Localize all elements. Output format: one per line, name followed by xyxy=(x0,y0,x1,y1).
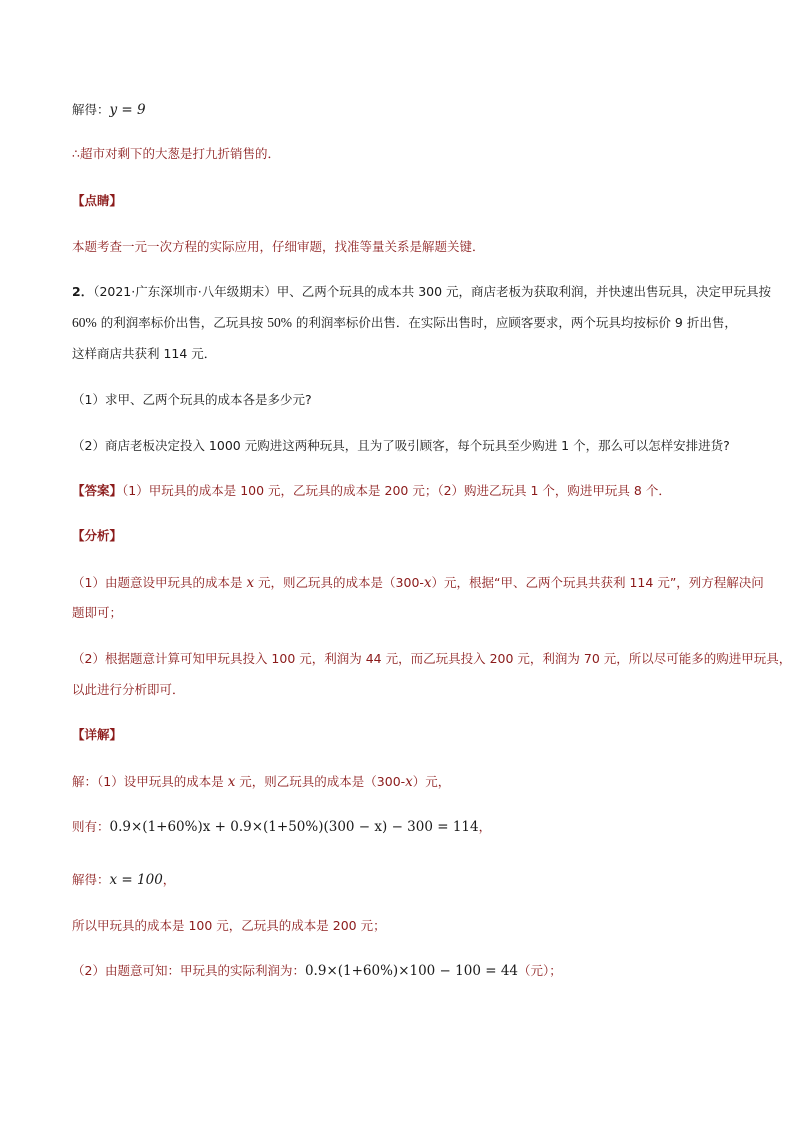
solution-line-y xyxy=(72,101,732,119)
var-x: x xyxy=(227,774,236,790)
equation-profit: 0.9×(1+60%)×100 − 100 = 44 xyxy=(304,963,519,979)
analysis-para-2-line-2: 以此进行分析即可． xyxy=(72,682,185,697)
question-number: 2． xyxy=(72,284,94,299)
equation-x: x = 100 xyxy=(109,872,163,888)
var-x: x xyxy=(405,774,413,790)
analysis-text-b: 元，则乙玩具的成本是（300- xyxy=(254,575,424,590)
question-source: （2021·广东深圳市·八年级期末） xyxy=(93,284,277,299)
section-comment-heading: 【点睛】 xyxy=(72,193,123,208)
detail-text-b: 元，则乙玩具的成本是（300- xyxy=(235,774,406,789)
percent-60: 60% xyxy=(72,315,97,330)
analysis-para-1-line-1 xyxy=(72,574,764,592)
section-detail-heading: 【详解】 xyxy=(72,727,123,742)
solve-label: 解得： xyxy=(72,102,110,117)
analysis-para-2-line-1: （2）根据题意计算可知甲玩具投入 100 元，利润为 44 元，而乙玩具投入 200 元，利润为 70 元，所以尽可能多的购进甲玩具， xyxy=(72,651,792,666)
equation-y: y = 9 xyxy=(109,102,146,118)
var-x: x xyxy=(423,575,432,591)
equation-label: 则有： xyxy=(72,819,110,834)
question-text-2d: 的利润率标价出售．在实际出售时，应顾客要求，两个玩具均按标价 9 折出售， xyxy=(291,315,737,330)
solve-label: 解得： xyxy=(72,872,110,887)
detail-line-4: 所以甲玩具的成本是 100 元，乙玩具的成本是 200 元； xyxy=(72,918,386,933)
analysis-text-c: ）元，根据“甲、乙两个玩具共获利 114 元”，列方程解决问 xyxy=(431,575,764,590)
analysis-text-a: （1）由题意设甲玩具的成本是 xyxy=(72,575,247,590)
detail-line-2 xyxy=(72,818,732,836)
section-analysis-heading: 【分析】 xyxy=(72,528,123,543)
answer-line xyxy=(72,482,732,500)
detail-line-1 xyxy=(72,773,732,791)
answer-text: （1）甲玩具的成本是 100 元，乙玩具的成本是 200 元；（2）购进乙玩具 1 个，购进甲玩具 8 个． xyxy=(122,483,671,498)
question-2-line-1 xyxy=(72,283,772,301)
var-x: x xyxy=(246,575,255,591)
detail-text-a: 解：（1）设甲玩具的成本是 xyxy=(72,774,228,789)
question-text-2b: 的利润率标价出售，乙玩具按 xyxy=(96,315,268,330)
question-text-1: 甲、乙两个玩具的成本共 300 元，商店老板为获取利润，并快速出售玩具，决定甲玩具按 xyxy=(276,284,772,299)
conclusion-line: ∴超市对剩下的大葱是打九折销售的． xyxy=(72,146,280,161)
equation-main: 0.9×(1+60%)x + 0.9×(1+50%)(300 − x) − 300 = 114 xyxy=(109,819,479,835)
equation-end: ， xyxy=(478,819,492,834)
percent-50: 50% xyxy=(267,315,292,330)
answer-tag: 【答案】 xyxy=(72,483,123,498)
equation-end: ， xyxy=(162,872,176,887)
comment-text: 本题考查一元一次方程的实际应用，仔细审题，找准等量关系是解题关键． xyxy=(72,239,485,254)
detail-line-5 xyxy=(72,962,732,980)
equation-end: （元）； xyxy=(518,963,562,978)
sub-question-2: （2）商店老板决定投入 1000 元购进这两种玩具，且为了吸引顾客，每个玩具至少购进 1 个，那么可以怎样安排进货? xyxy=(72,438,730,453)
profit-label: （2）由题意可知：甲玩具的实际利润为： xyxy=(72,963,305,978)
sub-question-1: （1）求甲、乙两个玩具的成本各是多少元? xyxy=(72,392,312,407)
detail-text-c: ）元， xyxy=(412,774,451,789)
question-2-line-3: 这样商店共获利 114 元． xyxy=(72,346,217,361)
detail-line-3 xyxy=(72,871,732,889)
question-2-line-2 xyxy=(72,314,737,332)
analysis-para-1-line-2: 题即可； xyxy=(72,605,123,620)
